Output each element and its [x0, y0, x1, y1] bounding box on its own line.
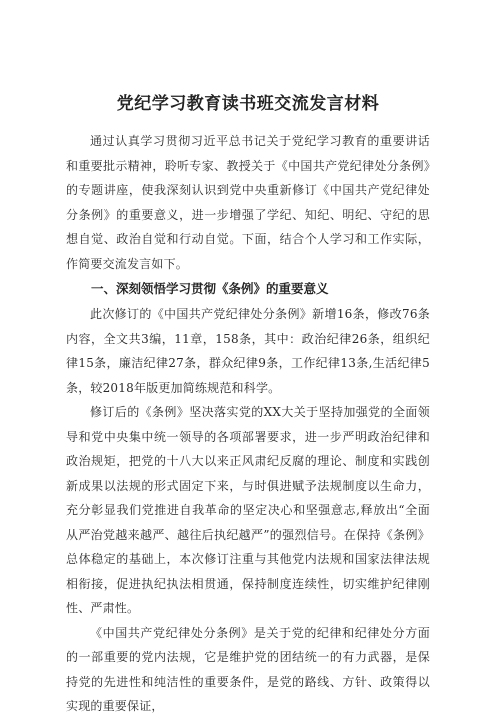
section1-paragraph-2: 修订后的《条例》坚决落实党的XX大关于坚持加强党的全面领导和党中央集中统一领导的各项部署要求，进一步严明政治纪律和政治规矩，把党的十八大以来正风肃纪反腐的理论、制度和实践创新成果以法规的形式固定下来，与时俱进赋予法规制度以生命力，充分彰显我们党推进自我革命的坚定决心和坚强意志,释放出“全面从严治党越来越严、越往后执纪越严”的强烈信号。在保持《条例》总体稳定的基础上，本次修订注重与其他党内法规和国家法律法规相衔接，促进执纪执法相贯通，保持制度连续性，切实维护纪律刚性、严肃性。	[66, 405, 430, 615]
section1-paragraph-1: 此次修订的《中国共产党纪律处分条例》新增16条，修改76条内容，全文共3编，11章，158条，其中：政治纪律26条，组织纪律15条，廉洁纪律27条，群众纪律9条，工作纪律13条,生活纪律5条，较2018年版更加简练规范和科学。	[66, 307, 430, 395]
document-title: 党纪学习教育读书班交流发言材料	[116, 94, 380, 114]
intro-paragraph: 通过认真学习贯彻习近平总书记关于党纪学习教育的重要讲话和重要批示精神，聆听专家、教授关于《中国共产党纪律处分条例》的专题讲座，使我深刻认识到党中央重新修订《中国共产党纪律处分条例》的重要意义，进一步增强了学纪、知纪、明纪、守纪的思想自觉、政治自觉和行动自觉。下面，结合个人学习和工作实际，作简要交流发言如下。	[66, 134, 430, 271]
section-heading-1: 一、深刻领悟学习贯彻《条例》的重要意义	[91, 281, 329, 296]
section1-paragraph-3: 《中国共产党纪律处分条例》是关于党的纪律和纪律处分方面的一部重要的党内法规，它是维护党的团结统一的有力武器，是保持党的先进性和纯洁性的重要条件，是党的路线、方针、政策得以实现的重要保证，	[66, 625, 430, 713]
